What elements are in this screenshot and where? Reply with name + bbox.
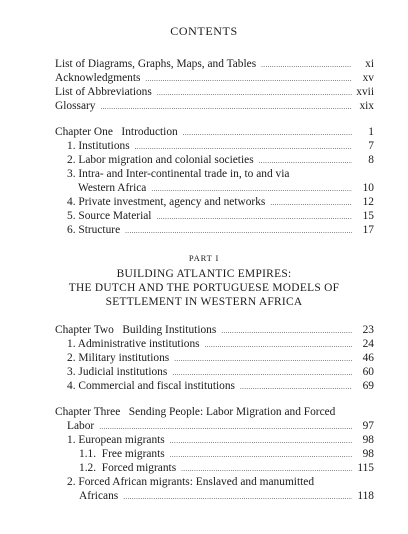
toc-subsection-label: 1.1. Free migrants (79, 448, 165, 460)
part-title-line: THE DUTCH AND THE PORTUGUESE MODELS OF (68, 281, 340, 294)
dot-leader (240, 380, 352, 394)
toc-page-number: 7 (368, 140, 374, 152)
toc-page-number: 115 (357, 462, 374, 474)
toc-section-label: 2. Military institutions (67, 352, 170, 364)
toc-subsection[interactable] (0, 461, 408, 475)
dot-leader (259, 154, 352, 168)
toc-page-number: 17 (362, 224, 374, 236)
toc-section[interactable] (0, 209, 408, 223)
toc-section-label: Western Africa (78, 182, 147, 194)
toc-section-label: 5. Source Material (67, 210, 152, 222)
toc-entry-glossary[interactable] (0, 99, 408, 113)
part-title-line: SETTLEMENT IN WESTERN AFRICA (105, 295, 303, 308)
toc-entry-label: Glossary (55, 100, 96, 112)
dot-leader (101, 100, 353, 114)
toc-page-number: 15 (362, 210, 374, 222)
toc-entry-label: Acknowledgments (55, 72, 141, 84)
toc-page-number: 8 (368, 154, 374, 166)
toc-page-number: 46 (362, 352, 374, 364)
toc-entry-acknowledgments[interactable] (0, 71, 408, 85)
dot-leader (174, 352, 352, 366)
toc-page-number: 10 (362, 182, 374, 194)
toc-page-number: 23 (362, 324, 374, 336)
toc-chapter-label: Labor (67, 420, 95, 432)
toc-section-continuation[interactable] (0, 181, 408, 195)
toc-page-number: 12 (362, 196, 374, 208)
toc-page-number: xvii (356, 86, 374, 98)
toc-section-label: 3. Intra- and Inter-continental trade in, to and via (67, 168, 290, 180)
toc-section[interactable] (0, 475, 408, 489)
dot-leader (123, 490, 352, 504)
toc-section-label: 6. Structure (67, 224, 121, 236)
dot-leader (170, 434, 352, 448)
dot-leader (157, 86, 352, 100)
dot-leader (181, 462, 352, 476)
toc-section[interactable] (0, 433, 408, 447)
dot-leader (135, 140, 352, 154)
part-title (0, 268, 408, 309)
toc-page-number: xix (359, 100, 374, 112)
toc-entry-list-of-abbreviations[interactable] (0, 85, 408, 99)
toc-section-label: 1. Administrative institutions (67, 338, 200, 350)
toc-page-number: xv (362, 72, 374, 84)
toc-subsection[interactable] (0, 447, 408, 461)
toc-page-number: 118 (357, 490, 374, 502)
dot-leader (170, 448, 352, 462)
dot-leader (172, 366, 352, 380)
toc-section-label: 1. European migrants (67, 434, 165, 446)
toc-section[interactable] (0, 139, 408, 153)
toc-section[interactable] (0, 337, 408, 351)
toc-section-label: 4. Commercial and fiscal institutions (67, 380, 235, 392)
toc-entry-label: List of Diagrams, Graphs, Maps, and Tables (55, 58, 257, 70)
toc-entry-label: List of Abbreviations (55, 86, 152, 98)
toc-subsection-label: 1.2. Forced migrants (79, 462, 177, 474)
toc-chapter-label: Chapter One Introduction (55, 126, 178, 138)
dot-leader (261, 58, 352, 72)
toc-section[interactable] (0, 379, 408, 393)
toc-page-number: 97 (362, 420, 374, 432)
toc-section[interactable] (0, 167, 408, 181)
toc-page-number: 60 (362, 366, 374, 378)
toc-page-number: 69 (362, 380, 374, 392)
toc-page-number: 98 (362, 448, 374, 460)
toc-section-label: 1. Institutions (67, 140, 130, 152)
toc-section[interactable] (0, 365, 408, 379)
part-title-line: BUILDING ATLANTIC EMPIRES: (116, 268, 292, 280)
toc-page-number: xi (365, 58, 374, 70)
toc-page-number: 98 (362, 434, 374, 446)
toc-section-continuation[interactable] (0, 489, 408, 503)
toc-section-label: 2. Labor migration and colonial societies (67, 154, 254, 166)
toc-chapter-two[interactable] (0, 323, 408, 337)
toc-section[interactable] (0, 351, 408, 365)
dot-leader (205, 338, 352, 352)
dot-leader (151, 182, 352, 196)
toc-section-label: Africans (79, 490, 119, 502)
part-label: PART I (188, 253, 220, 263)
toc-section-label: 2. Forced African migrants: Enslaved and manumitted (67, 476, 315, 488)
toc-chapter-label: Chapter Two Building Institutions (55, 324, 217, 336)
dot-leader (270, 196, 352, 210)
toc-section[interactable] (0, 195, 408, 209)
dot-leader (99, 420, 352, 434)
toc-section-label: 3. Judicial institutions (67, 366, 168, 378)
dot-leader (156, 210, 352, 224)
toc-section-label: 4. Private investment, agency and networks (67, 196, 266, 208)
dot-leader (145, 72, 352, 86)
toc-chapter-three-continuation[interactable] (0, 419, 408, 433)
toc-section[interactable] (0, 223, 408, 237)
contents-title: CONTENTS (170, 24, 238, 38)
toc-chapter-three[interactable] (0, 405, 408, 419)
toc-chapter-label: Chapter Three Sending People: Labor Migration and Forced (55, 406, 336, 418)
dot-leader (221, 324, 352, 338)
toc-section[interactable] (0, 153, 408, 167)
dot-leader (183, 126, 352, 140)
toc-entry-list-of-diagrams[interactable] (0, 57, 408, 71)
toc-page-number: 24 (362, 338, 374, 350)
dot-leader (125, 224, 352, 238)
toc-page-number: 1 (368, 126, 374, 138)
toc-chapter-one[interactable] (0, 125, 408, 139)
